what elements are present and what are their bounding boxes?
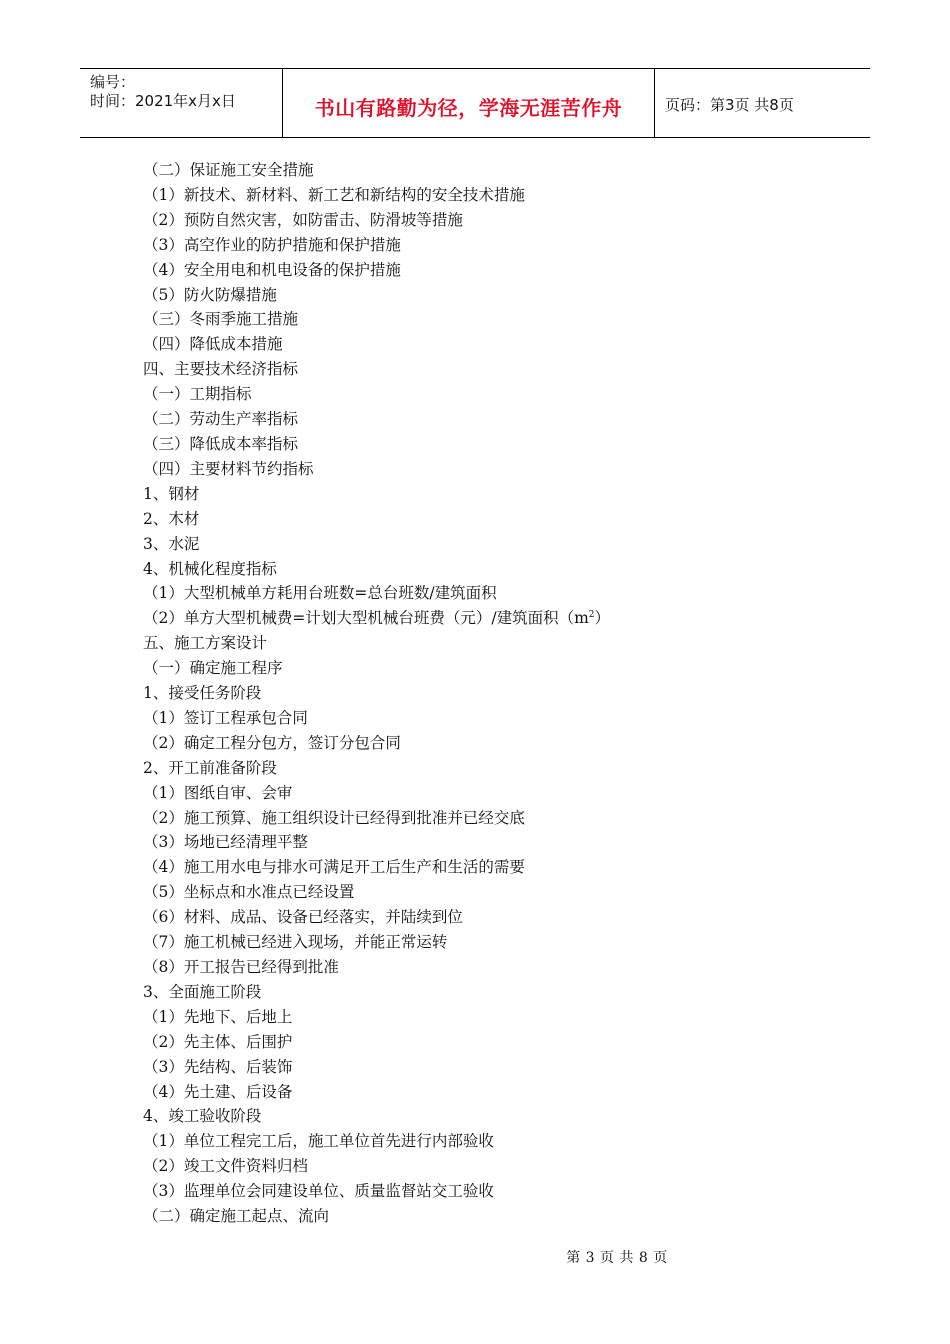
list-item: （2）先主体、后围护 bbox=[143, 1032, 293, 1051]
list-item: （1）单位工程完工后，施工单位首先进行内部验收 bbox=[143, 1132, 494, 1151]
formula-text: （2）单方大型机械费=计划大型机械台班费（元）/建筑面积（m bbox=[143, 609, 589, 628]
section-heading: 五、施工方案设计 bbox=[143, 634, 268, 653]
list-item: （一）确定施工程序 bbox=[143, 659, 283, 678]
section-heading: 四、主要技术经济指标 bbox=[143, 360, 299, 379]
list-item: （一）工期指标 bbox=[143, 385, 252, 404]
list-item: （1）签订工程承包合同 bbox=[143, 708, 308, 727]
list-item: （4）施工用水电与排水可满足开工后生产和生活的需要 bbox=[143, 858, 525, 877]
list-item: （5）坐标点和水准点已经设置 bbox=[143, 883, 355, 902]
list-item: 2、开工前准备阶段 bbox=[143, 758, 277, 777]
list-item bbox=[143, 606, 843, 631]
list-item: （3）监理单位会同建设单位、质量监督站交工验收 bbox=[143, 1182, 494, 1201]
list-item: （三）降低成本率指标 bbox=[143, 434, 299, 453]
header-page-info: 页码：第3页 共8页 bbox=[665, 96, 794, 114]
superscript-2: 2 bbox=[588, 610, 595, 621]
list-item: （2）施工预算、施工组织设计已经得到批准并已经交底 bbox=[143, 808, 525, 827]
list-item: 2、木材 bbox=[143, 509, 200, 528]
list-item: （二）保证施工安全措施 bbox=[143, 161, 314, 179]
footer-page-number: 第 3 页 共 8 页 bbox=[566, 1250, 668, 1266]
list-item: （5）防火防爆措施 bbox=[143, 285, 277, 304]
list-item: 1、接受任务阶段 bbox=[143, 684, 262, 703]
list-item: （2）竣工文件资料归档 bbox=[143, 1157, 308, 1176]
list-item: （2）确定工程分包方，签订分包合同 bbox=[143, 733, 401, 752]
list-item: （1）先地下、后地上 bbox=[143, 1007, 293, 1026]
page-header bbox=[80, 68, 870, 138]
list-item: （8）开工报告已经得到批准 bbox=[143, 958, 339, 976]
list-item: （四）主要材料节约指标 bbox=[143, 459, 314, 478]
list-item: （1）大型机械单方耗用台班数=总台班数/建筑面积 bbox=[143, 584, 497, 603]
document-date-label: 时间：2021年x月x日 bbox=[90, 92, 236, 110]
document-number-label: 编号： bbox=[90, 73, 136, 91]
list-item: 4、竣工验收阶段 bbox=[143, 1107, 262, 1126]
list-item: （7）施工机械已经进入现场，并能正常运转 bbox=[143, 933, 448, 952]
list-item: （二）确定施工起点、流向 bbox=[143, 1207, 330, 1226]
list-item: （4）先土建、后设备 bbox=[143, 1082, 293, 1101]
list-item: （三）冬雨季施工措施 bbox=[143, 310, 299, 329]
list-item: （四）降低成本措施 bbox=[143, 335, 283, 354]
list-item: （3）先结构、后装饰 bbox=[143, 1057, 293, 1076]
list-item: （1）新技术、新材料、新工艺和新结构的安全技术措施 bbox=[143, 185, 525, 204]
list-item: 4、机械化程度指标 bbox=[143, 559, 277, 578]
list-item: （6）材料、成品、设备已经落实，并陆续到位 bbox=[143, 908, 463, 927]
list-item: （4）安全用电和机电设备的保护措施 bbox=[143, 260, 401, 279]
list-item: 3、水泥 bbox=[143, 534, 200, 553]
document-body bbox=[143, 158, 843, 1229]
header-left-cell bbox=[80, 69, 283, 137]
list-item: （3）场地已经清理平整 bbox=[143, 833, 308, 852]
header-motto: 书山有路勤为径，学海无涯苦作舟 bbox=[314, 96, 623, 120]
list-item: （3）高空作业的防护措施和保护措施 bbox=[143, 235, 401, 254]
list-item: 3、全面施工阶段 bbox=[143, 982, 262, 1001]
formula-close: ） bbox=[594, 609, 611, 628]
list-item: 1、钢材 bbox=[143, 484, 200, 503]
header-middle-cell bbox=[283, 69, 655, 137]
list-item: （二）劳动生产率指标 bbox=[143, 410, 299, 429]
list-item: （1）图纸自审、会审 bbox=[143, 783, 293, 802]
list-item: （2）预防自然灾害，如防雷击、防滑坡等措施 bbox=[143, 210, 463, 229]
page-footer bbox=[0, 1247, 950, 1267]
header-right-cell bbox=[655, 69, 870, 137]
